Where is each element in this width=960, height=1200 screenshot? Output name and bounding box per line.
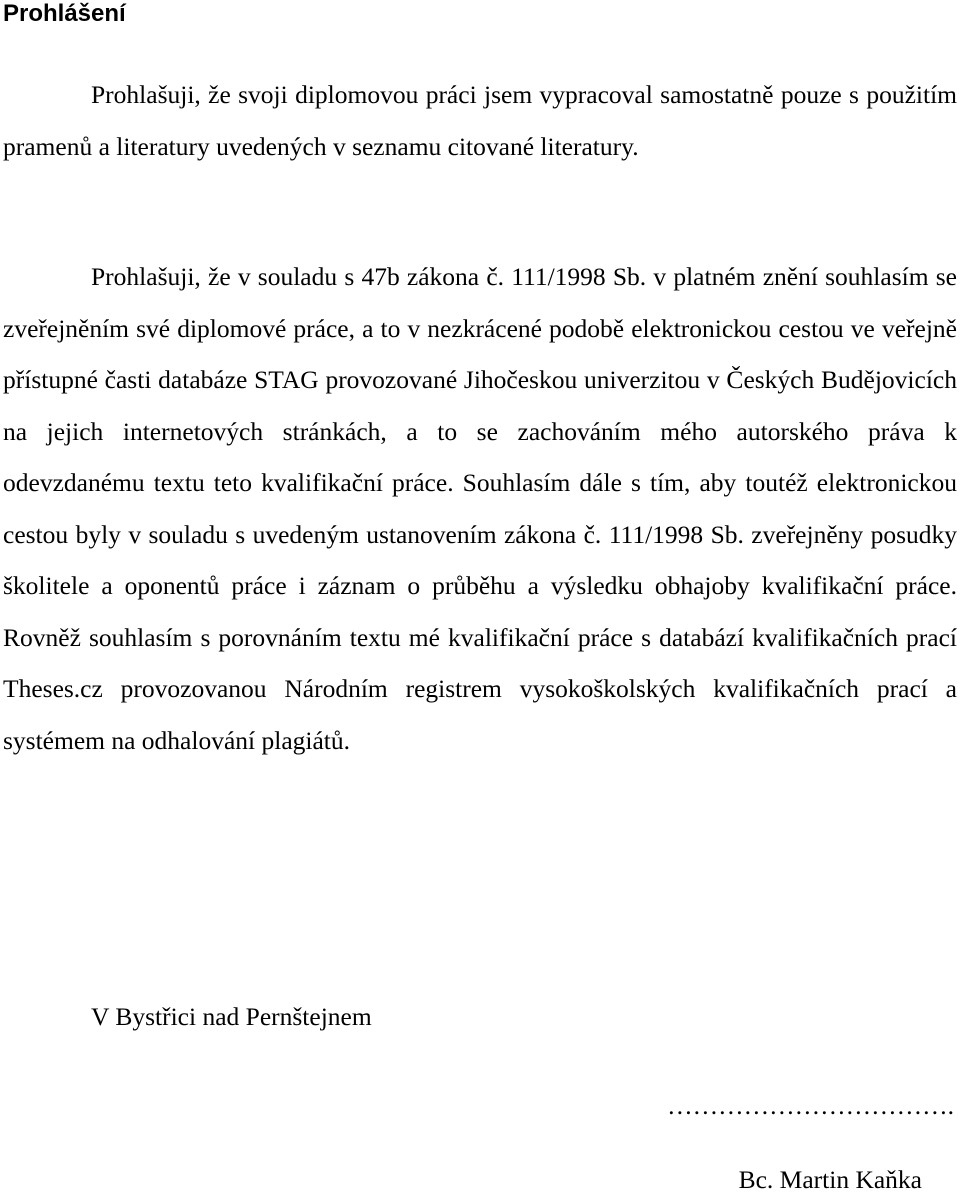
signature-line: ……………………………. <box>667 1091 954 1120</box>
author-name: Bc. Martin Kaňka <box>738 1165 922 1194</box>
declaration-paragraph-originality: Prohlašuji, že svoji diplomovou práci jsem vypracoval samostatně pouze s použitím pramenů a literatury uvedených v seznamu citované literatury. <box>3 80 957 161</box>
place-of-signing: V Bystřici nad Pernštejnem <box>91 1002 372 1031</box>
page-title: Prohlášení <box>3 0 126 27</box>
declaration-paragraph-publication-consent: Prohlašuji, že v souladu s 47b zákona č. 111/1998 Sb. v platném znění souhlasím se zveřejněním své diplomové práce, a to v nezkrácené podobě elektronickou cestou ve veřejně přístupné časti databáze STAG provozované Jihočeskou univerzitou v Českých Budějovicích na jejich internetových stránkách, a to se zachováním mého autorského práva k odevzdanému textu teto kvalifikační práce. Souhlasím dále s tím, aby toutéž elektronickou cestou byly v souladu s uvedeným ustanovením zákona č. 111/1998 Sb. zveřejněny posudky školitele a oponentů práce i záznam o průběhu a výsledku obhajoby kvalifikační práce. Rovněž souhlasím s porovnáním textu mé kvalifikační práce s databází kvalifikačních prací Theses.cz provozovanou Národním registrem vysokoškolských kvalifikačních prací a systémem na odhalování plagiátů. <box>3 262 957 755</box>
